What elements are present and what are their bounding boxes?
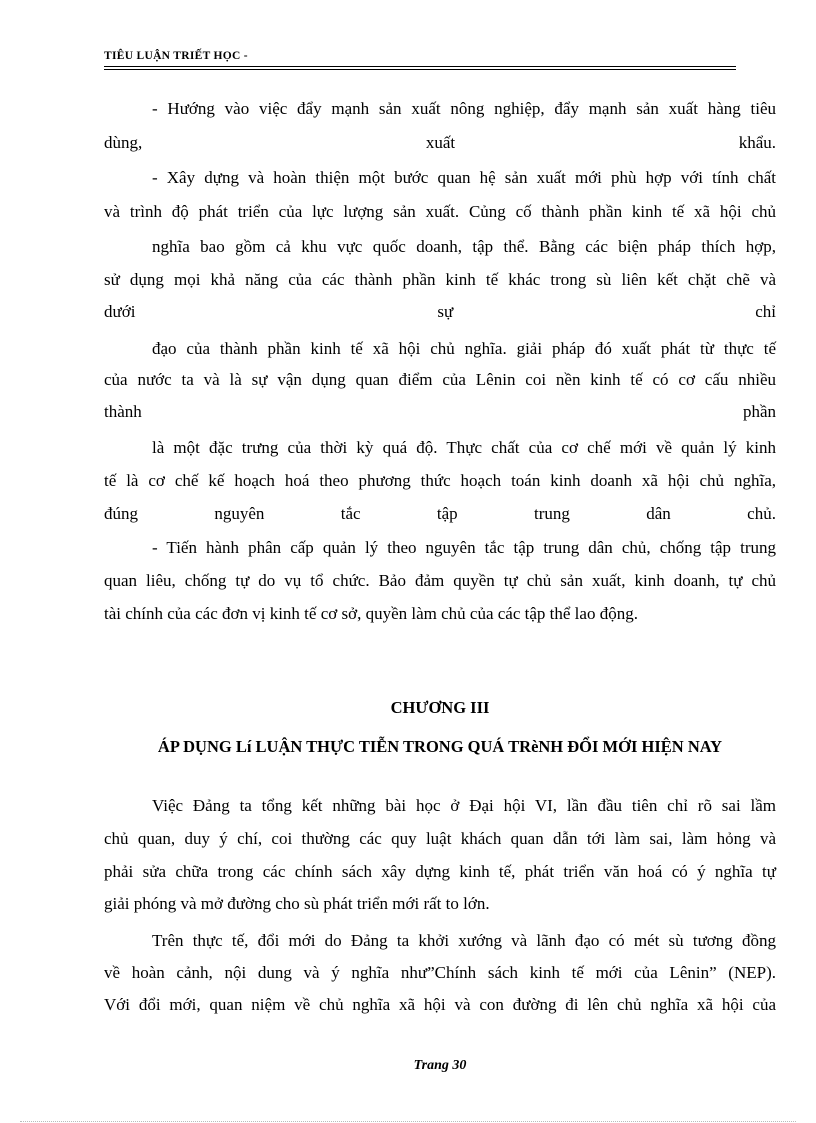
header-rule-thick bbox=[104, 66, 736, 67]
word: khẩu. bbox=[738, 133, 776, 152]
text-line: và trình độ phát triển của lực lượng sản xuất. Củng cố thành phần kinh tế xã hội chủ bbox=[104, 202, 776, 221]
word: tập bbox=[436, 504, 458, 523]
text-line: Với đổi mới, quan niệm về chủ nghĩa xã hội và con đường đi lên chủ nghĩa xã hội của bbox=[104, 995, 776, 1014]
text-line-spread bbox=[104, 302, 776, 322]
word: thành bbox=[104, 402, 142, 421]
text-line: về hoàn cảnh, nội dung và ý nghĩa như”Chính sách kinh tế mới của Lênin” (NEP). bbox=[104, 963, 776, 982]
word: dưới bbox=[104, 302, 136, 321]
word: trung bbox=[534, 504, 570, 523]
text-line-spread bbox=[104, 133, 776, 153]
text-line: quan liêu, chống tự do vụ tổ chức. Bảo đảm quyền tự chủ sản xuất, kinh doanh, tự chủ bbox=[104, 571, 776, 590]
text-line-spread bbox=[104, 402, 776, 422]
word: dân bbox=[646, 504, 671, 523]
text-line: Trên thực tế, đổi mới do Đảng ta khởi xướng và lãnh đạo có mét sù tương đồng bbox=[152, 931, 776, 950]
text-line: đạo của thành phần kinh tế xã hội chủ nghĩa. giải pháp đó xuất phát từ thực tế bbox=[152, 339, 776, 358]
word: chỉ bbox=[755, 302, 776, 321]
text-line: Việc Đảng ta tổng kết những bài học ở Đại hội VI, lần đầu tiên chỉ rõ sai lầm bbox=[152, 796, 776, 815]
text-line: chủ quan, duy ý chí, coi thường các quy luật khách quan dẫn tới làm sai, làm hỏng và bbox=[104, 829, 776, 848]
word: phần bbox=[742, 402, 776, 421]
header-rule-thin bbox=[104, 69, 736, 70]
word: đúng bbox=[104, 504, 138, 523]
text-line: của nước ta và là sự vận dụng quan điểm của Lênin coi nền kinh tế có cơ cấu nhiều bbox=[104, 370, 776, 389]
text-line: - Xây dựng và hoàn thiện một bước quan hệ sản xuất mới phù hợp với tính chất bbox=[152, 168, 776, 187]
text-line: - Tiến hành phân cấp quản lý theo nguyên tắc tập trung dân chủ, chống tập trung bbox=[152, 538, 776, 557]
word: sự bbox=[437, 302, 454, 321]
word: nguyên bbox=[214, 504, 265, 523]
chapter-heading: CHƯƠNG III bbox=[390, 698, 490, 717]
text-line: sử dụng mọi khả năng của các thành phần kinh tế khác trong sù liên kết chặt chẽ và bbox=[104, 270, 776, 289]
word: tắc bbox=[340, 504, 361, 523]
running-header: TIÊU LUẬN TRIẾT HỌC - bbox=[104, 50, 248, 62]
word: dùng, bbox=[104, 133, 143, 152]
word: xuất bbox=[425, 133, 456, 152]
chapter-title: ÁP DỤNG Lí LUẬN THỰC TIỄN TRONG QUÁ TRèNH ĐỔI MỚI HIỆN NAY bbox=[157, 737, 723, 756]
page-bottom-divider bbox=[20, 1121, 796, 1122]
word: chủ. bbox=[747, 504, 776, 523]
text-line: là một đặc trưng của thời kỳ quá độ. Thực chất của cơ chế mới về quản lý kinh bbox=[152, 438, 776, 457]
text-line: - Hướng vào việc đẩy mạnh sản xuất nông nghiệp, đẩy mạnh sản xuất hàng tiêu bbox=[152, 99, 776, 118]
text-line: giải phóng và mở đường cho sù phát triển mới rất to lớn. bbox=[104, 894, 490, 913]
text-line: nghĩa bao gồm cả khu vực quốc doanh, tập thể. Bằng các biện pháp thích hợp, bbox=[152, 237, 776, 256]
text-line: phải sửa chữa trong các chính sách xây dựng kinh tế, phát triển văn hoá có ý nghĩa tự bbox=[104, 862, 776, 881]
page-number: Trang 30 bbox=[413, 1058, 467, 1073]
text-line-spread bbox=[104, 504, 776, 524]
text-line: tế là cơ chế kế hoạch hoá theo phương thức hoạch toán kinh doanh xã hội chủ nghĩa, bbox=[104, 471, 776, 490]
text-line: tài chính của các đơn vị kinh tế cơ sở, quyền làm chủ của các tập thể lao động. bbox=[104, 604, 638, 623]
